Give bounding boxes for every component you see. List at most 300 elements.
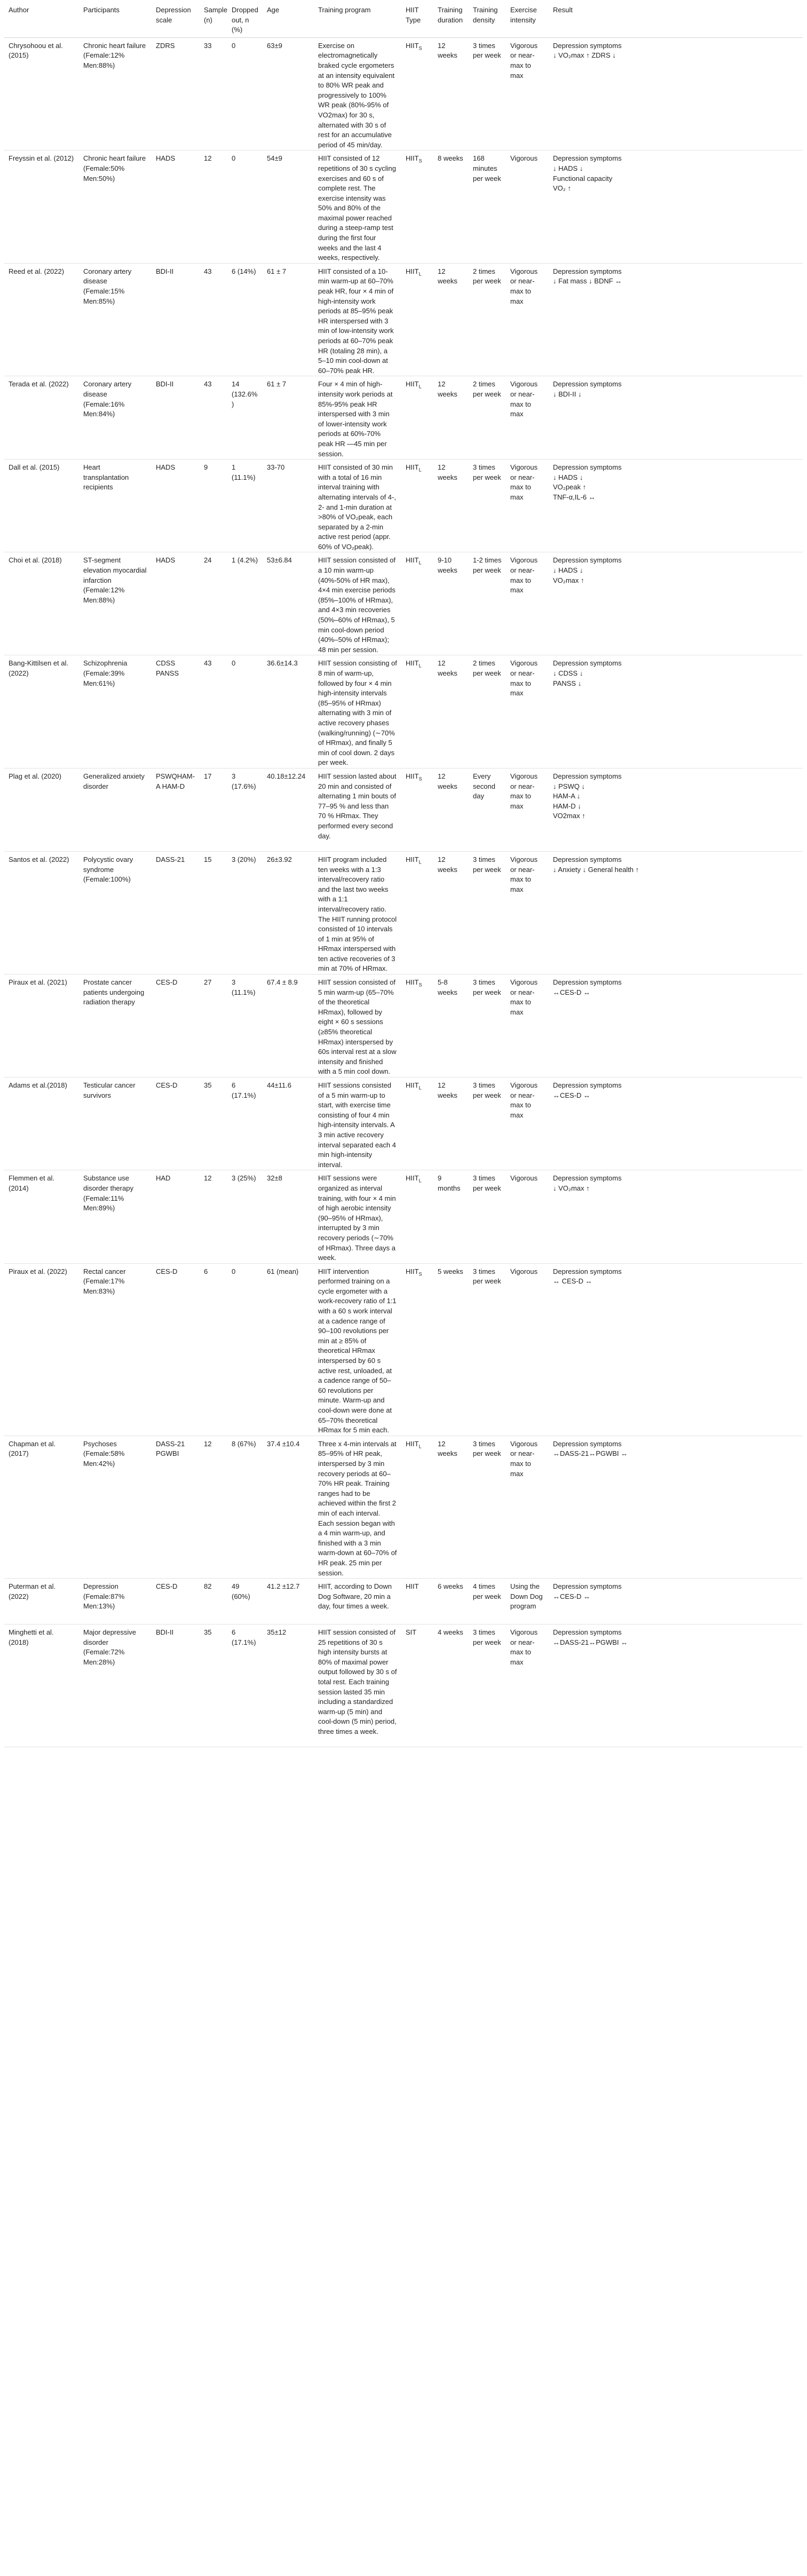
hiit-type-cell: [401, 1170, 433, 1263]
author-cell: [4, 263, 79, 376]
program-cell: [314, 1263, 401, 1436]
result-text: Depression symptoms ↓ HADS ↓ VO₂max ↑: [553, 556, 622, 584]
sample-text: 35: [204, 1081, 212, 1089]
age-cell: [263, 552, 314, 655]
density-cell: [469, 1624, 506, 1747]
hiit-type-subscript: S: [418, 158, 422, 164]
density-text: 1-2 times per week: [473, 556, 504, 575]
author-cell: [4, 851, 79, 974]
program-text: HIIT session lasted about 20 min and consisted of alternating 1 min bouts of 77–95 % and less than 70 % HRmax. They performed every second day.: [318, 772, 399, 840]
participants-cell: [79, 851, 152, 974]
intensity-cell: [506, 1170, 549, 1263]
intensity-cell: [506, 1624, 549, 1747]
column-header: Age: [263, 3, 314, 37]
dropped-text: 0: [232, 659, 236, 668]
result-text: Depression symptoms ↔DASS-21↔PGWBI ↔: [553, 1439, 628, 1458]
dropped-cell: [227, 1624, 263, 1747]
column-header: Participants: [79, 3, 152, 37]
result-cell: [549, 768, 803, 851]
hiit-type-subscript: S: [418, 45, 422, 51]
sample-cell: [200, 376, 227, 459]
author-cell: [4, 655, 79, 768]
program-cell: [314, 851, 401, 974]
duration-cell: [433, 150, 469, 264]
result-cell: [549, 1579, 803, 1624]
program-cell: [314, 150, 401, 264]
dropped-cell: [227, 974, 263, 1077]
age-text: 61 ± 7: [267, 380, 287, 389]
participants-text: Testicular cancer survivors: [83, 1081, 138, 1099]
hiit-type-label: HIIT: [406, 1081, 419, 1089]
participants-text: Psychoses (Female:58% Men:42%): [83, 1439, 125, 1468]
age-cell: [263, 1624, 314, 1747]
participants-text: Schizophrenia (Female:39% Men:61%): [83, 659, 128, 687]
participants-cell: [79, 37, 152, 150]
scale-text: PSWQHAM-A HAM-D: [156, 772, 195, 790]
participants-cell: [79, 655, 152, 768]
age-text: 44±11.6: [267, 1081, 291, 1089]
density-cell: [469, 655, 506, 768]
sample-cell: [200, 1624, 227, 1747]
participants-text: Major depressive disorder (Female:72% Men:28%): [83, 1628, 136, 1666]
dropped-text: 0: [232, 1267, 236, 1275]
sample-cell: [200, 552, 227, 655]
density-cell: [469, 376, 506, 459]
column-header: Result: [549, 3, 803, 37]
density-text: 3 times per week: [473, 41, 501, 60]
author-cell: [4, 1436, 79, 1578]
table-row: [4, 37, 803, 150]
duration-text: 9 months: [438, 1174, 461, 1192]
result-text: Depression symptoms ↔CES-D ↔: [553, 978, 622, 996]
dropped-cell: [227, 655, 263, 768]
table-row: [4, 768, 803, 851]
intensity-text: Vigorous or near-max to max: [510, 855, 540, 893]
density-cell: [469, 974, 506, 1077]
column-header: Exercise intensity: [506, 3, 549, 37]
participants-cell: [79, 1436, 152, 1578]
duration-text: 5 weeks: [438, 1267, 463, 1275]
sample-cell: [200, 459, 227, 552]
age-text: 67.4 ± 8.9: [267, 978, 298, 987]
author-cell: [4, 150, 79, 264]
participants-text: Coronary artery disease (Female:15% Men:85%): [83, 267, 132, 305]
result-text: Depression symptoms ↔DASS-21↔PGWBI ↔: [553, 1628, 628, 1646]
hiit-type-subscript: L: [418, 1178, 422, 1184]
column-header: Author: [4, 3, 79, 37]
result-text: Depression symptoms ↓ Anxiety ↓ General health ↑: [553, 855, 639, 874]
participants-cell: [79, 1170, 152, 1263]
age-text: 36.6±14.3: [267, 659, 298, 668]
intensity-cell: [506, 1263, 549, 1436]
result-text: Depression symptoms ↓ PSWQ ↓ HAM-A ↓ HAM-D ↓ VO2max ↑: [553, 772, 622, 820]
sample-text: 27: [204, 978, 212, 987]
table-row: [4, 1077, 803, 1170]
program-cell: [314, 1077, 401, 1170]
dropped-text: 3 (11.1%): [232, 978, 256, 996]
hiit-type-cell: [401, 768, 433, 851]
result-cell: [549, 1170, 803, 1263]
duration-text: 5-8 weeks: [438, 978, 457, 996]
author-cell: [4, 552, 79, 655]
intensity-text: Vigorous: [510, 154, 538, 163]
age-text: 40.18±12.24: [267, 772, 306, 780]
intensity-cell: [506, 1579, 549, 1624]
scale-cell: [152, 263, 200, 376]
program-text: HIIT sessions consisted of a 5 min warm-up to start, with exercise time consisting of four 4 min high-intensity intervals. A 3 min active recovery interval separated each 4 min high-intensity interval.: [318, 1081, 398, 1169]
dropped-cell: [227, 768, 263, 851]
dropped-cell: [227, 37, 263, 150]
studies-table: [4, 3, 803, 1747]
program-cell: [314, 768, 401, 851]
duration-text: 12 weeks: [438, 267, 457, 286]
hiit-type-subscript: L: [418, 271, 422, 277]
sample-cell: [200, 37, 227, 150]
participants-cell: [79, 768, 152, 851]
dropped-cell: [227, 1077, 263, 1170]
duration-cell: [433, 552, 469, 655]
hiit-type-cell: [401, 263, 433, 376]
sample-cell: [200, 150, 227, 264]
density-text: 3 times per week: [473, 855, 501, 874]
duration-text: 4 weeks: [438, 1628, 463, 1637]
result-cell: [549, 1624, 803, 1747]
table-row: [4, 263, 803, 376]
result-cell: [549, 552, 803, 655]
program-cell: [314, 1579, 401, 1624]
table-row: [4, 851, 803, 974]
scale-text: ZDRS: [156, 41, 175, 50]
dropped-text: 8 (67%): [232, 1439, 256, 1448]
participants-text: Prostate cancer patients undergoing radiation therapy: [83, 978, 146, 1006]
density-text: 2 times per week: [473, 659, 501, 677]
hiit-type-label: SIT: [406, 1628, 417, 1637]
scale-text: HADS: [156, 154, 176, 163]
author-text: Puterman et al. (2022): [9, 1582, 58, 1600]
duration-cell: [433, 851, 469, 974]
duration-text: 12 weeks: [438, 1439, 457, 1458]
participants-cell: [79, 552, 152, 655]
sample-text: 35: [204, 1628, 212, 1637]
intensity-cell: [506, 655, 549, 768]
author-cell: [4, 974, 79, 1077]
duration-text: 8 weeks: [438, 154, 463, 163]
density-cell: [469, 1579, 506, 1624]
participants-cell: [79, 376, 152, 459]
author-text: Plag et al. (2020): [9, 772, 62, 780]
density-text: 3 times per week: [473, 1439, 501, 1458]
column-header: Training program: [314, 3, 401, 37]
result-cell: [549, 150, 803, 264]
hiit-type-cell: [401, 1077, 433, 1170]
scale-text: BDI-II: [156, 267, 174, 275]
sample-cell: [200, 1170, 227, 1263]
hiit-type-subscript: S: [418, 776, 422, 782]
hiit-type-cell: [401, 1624, 433, 1747]
age-text: 53±6.84: [267, 556, 292, 565]
sample-text: 12: [204, 1174, 212, 1183]
sample-text: 33: [204, 41, 212, 50]
duration-text: 12 weeks: [438, 659, 457, 677]
scale-cell: [152, 1436, 200, 1578]
author-cell: [4, 1077, 79, 1170]
sample-cell: [200, 655, 227, 768]
sample-text: 43: [204, 380, 212, 389]
result-text: Depression symptoms ↔CES-D ↔: [553, 1582, 622, 1600]
density-cell: [469, 263, 506, 376]
result-cell: [549, 851, 803, 974]
dropped-cell: [227, 1579, 263, 1624]
author-text: Adams et al.(2018): [9, 1081, 67, 1089]
density-cell: [469, 150, 506, 264]
table-row: [4, 974, 803, 1077]
program-cell: [314, 37, 401, 150]
sample-cell: [200, 851, 227, 974]
program-text: HIIT consisted of 12 repetitions of 30 s cycling exercises and 60 s of complete rest. The exercise intensity was 50% and 80% of the maximal power reached during a steep-ramp test during the first four weeks and the last 4 weeks, respectively.: [318, 154, 398, 262]
result-cell: [549, 376, 803, 459]
intensity-cell: [506, 974, 549, 1077]
intensity-cell: [506, 1077, 549, 1170]
hiit-type-label: HIIT: [406, 154, 419, 163]
dropped-cell: [227, 851, 263, 974]
result-cell: [549, 655, 803, 768]
intensity-text: Vigorous or near-max to max: [510, 1628, 540, 1666]
sample-text: 6: [204, 1267, 208, 1275]
dropped-text: 1 (4.2%): [232, 556, 258, 565]
hiit-type-cell: [401, 150, 433, 264]
age-text: 63±9: [267, 41, 282, 50]
age-text: 35±12: [267, 1628, 287, 1637]
column-header: Sample (n): [200, 3, 227, 37]
duration-cell: [433, 655, 469, 768]
scale-text: CES-D: [156, 1081, 178, 1089]
participants-cell: [79, 1624, 152, 1747]
age-text: 61 (mean): [267, 1267, 299, 1275]
duration-cell: [433, 1263, 469, 1436]
dropped-cell: [227, 1263, 263, 1436]
program-text: HIIT consisted of 30 min with a total of 16 min interval training with alternating intervals of 4-, 2- and 1-min duration at >80% of VO₂peak, each separated by a 2-min active rest period (appr. 60% of VO₂peak).: [318, 463, 398, 551]
participants-cell: [79, 459, 152, 552]
hiit-type-subscript: S: [418, 982, 422, 988]
participants-text: Chronic heart failure (Female:12% Men:88%): [83, 41, 146, 69]
scale-text: HADS: [156, 463, 176, 472]
table-header-row: [4, 3, 803, 37]
hiit-type-subscript: L: [418, 560, 422, 566]
dropped-cell: [227, 1436, 263, 1578]
result-cell: [549, 974, 803, 1077]
age-cell: [263, 459, 314, 552]
participants-cell: [79, 1077, 152, 1170]
hiit-type-cell: [401, 552, 433, 655]
column-header: Training duration: [433, 3, 469, 37]
age-text: 37.4 ±10.4: [267, 1439, 300, 1448]
intensity-cell: [506, 150, 549, 264]
duration-cell: [433, 1170, 469, 1263]
intensity-cell: [506, 851, 549, 974]
duration-text: 12 weeks: [438, 855, 457, 874]
age-cell: [263, 851, 314, 974]
intensity-text: Vigorous or near-max to max: [510, 380, 540, 418]
author-text: Minghetti et al. (2018): [9, 1628, 56, 1646]
results-table-container: [4, 3, 803, 1747]
hiit-type-cell: [401, 1436, 433, 1578]
hiit-type-subscript: L: [418, 859, 422, 865]
author-text: Dall et al. (2015): [9, 463, 60, 472]
intensity-text: Vigorous or near-max to max: [510, 772, 540, 810]
result-text: Depression symptoms ↓ Fat mass ↓ BDNF ↔: [553, 267, 622, 286]
hiit-type-label: HIIT: [406, 1582, 419, 1591]
author-cell: [4, 1170, 79, 1263]
sample-cell: [200, 1077, 227, 1170]
scale-cell: [152, 1170, 200, 1263]
duration-cell: [433, 37, 469, 150]
scale-text: BDI-II: [156, 1628, 174, 1637]
intensity-text: Vigorous or near-max to max: [510, 978, 540, 1016]
hiit-type-label: HIIT: [406, 463, 419, 472]
dropped-text: 3 (20%): [232, 855, 256, 863]
duration-text: 6 weeks: [438, 1582, 463, 1591]
age-cell: [263, 37, 314, 150]
scale-cell: [152, 376, 200, 459]
scale-cell: [152, 974, 200, 1077]
sample-cell: [200, 1263, 227, 1436]
participants-cell: [79, 1263, 152, 1436]
sample-cell: [200, 1579, 227, 1624]
column-header: Training density: [469, 3, 506, 37]
participants-text: Substance use disorder therapy (Female:11% Men:89%): [83, 1174, 133, 1212]
duration-cell: [433, 376, 469, 459]
author-cell: [4, 1579, 79, 1624]
density-text: Every second day: [473, 772, 497, 800]
participants-cell: [79, 150, 152, 264]
duration-text: 12 weeks: [438, 463, 457, 481]
author-cell: [4, 459, 79, 552]
dropped-cell: [227, 150, 263, 264]
hiit-type-subscript: S: [418, 1271, 422, 1277]
dropped-cell: [227, 263, 263, 376]
scale-cell: [152, 851, 200, 974]
density-text: 3 times per week: [473, 1081, 501, 1099]
program-text: HIIT, according to Down Dog Software, 20 min a day, four times a week.: [318, 1582, 394, 1611]
density-cell: [469, 1077, 506, 1170]
density-cell: [469, 851, 506, 974]
age-cell: [263, 150, 314, 264]
hiit-type-label: HIIT: [406, 1267, 419, 1275]
result-text: Depression symptoms ↓ CDSS ↓ PANSS ↓: [553, 659, 622, 687]
density-cell: [469, 37, 506, 150]
result-cell: [549, 459, 803, 552]
age-cell: [263, 263, 314, 376]
hiit-type-cell: [401, 1263, 433, 1436]
table-row: [4, 459, 803, 552]
age-text: 26±3.92: [267, 855, 292, 863]
author-text: Santos et al. (2022): [9, 855, 69, 863]
duration-text: 12 weeks: [438, 772, 457, 790]
scale-cell: [152, 552, 200, 655]
hiit-type-label: HIIT: [406, 772, 419, 780]
age-cell: [263, 1170, 314, 1263]
age-text: 61 ± 7: [267, 267, 287, 275]
scale-cell: [152, 150, 200, 264]
duration-text: 12 weeks: [438, 41, 457, 60]
participants-text: Coronary artery disease (Female:16% Men:84%): [83, 380, 132, 418]
table-row: [4, 1436, 803, 1578]
hiit-type-cell: [401, 37, 433, 150]
program-text: Exercise on electromagnetically braked cycle ergometers at an intensity equivalent to 80% WR peak and progressively to 100% WR peak (80%-95% of VO2max) for 30 s, alternated with 30 s of rest for an accumulative period of 45 min/day.: [318, 41, 397, 149]
author-text: Reed et al. (2022): [9, 267, 65, 275]
table-row: [4, 655, 803, 768]
program-text: HIIT sessions were organized as interval training, with four × 4 min of high aerobic intensity (90–95% of HRmax), interrupted by 3 min recovery periods (∼70% of HRmax). Three days a week.: [318, 1174, 398, 1262]
hiit-type-label: HIIT: [406, 978, 419, 987]
author-text: Chapman et al. (2017): [9, 1439, 58, 1458]
scale-text: CDSS PANSS: [156, 659, 179, 677]
table-body: [4, 37, 803, 1747]
dropped-cell: [227, 376, 263, 459]
density-cell: [469, 1170, 506, 1263]
scale-cell: [152, 1077, 200, 1170]
dropped-cell: [227, 459, 263, 552]
intensity-cell: [506, 37, 549, 150]
sample-cell: [200, 768, 227, 851]
scale-text: CES-D: [156, 1582, 178, 1591]
table-row: [4, 1170, 803, 1263]
scale-cell: [152, 655, 200, 768]
duration-cell: [433, 974, 469, 1077]
author-text: Chrysohoou et al. (2015): [9, 41, 65, 60]
scale-text: HAD: [156, 1174, 171, 1183]
participants-text: Chronic heart failure (Female:50% Men:50%): [83, 154, 146, 183]
author-text: Piraux et al. (2021): [9, 978, 67, 987]
density-text: 3 times per week: [473, 1628, 501, 1646]
program-cell: [314, 655, 401, 768]
dropped-text: 3 (25%): [232, 1174, 256, 1183]
result-cell: [549, 1436, 803, 1578]
hiit-type-cell: [401, 974, 433, 1077]
intensity-cell: [506, 263, 549, 376]
program-cell: [314, 459, 401, 552]
author-text: Flemmen et al. (2014): [9, 1174, 57, 1192]
result-text: Depression symptoms ↓ HADS ↓ Functional capacity VO₂ ↑: [553, 154, 622, 193]
hiit-type-label: HIIT: [406, 659, 419, 668]
intensity-text: Vigorous or near-max to max: [510, 1439, 540, 1478]
density-text: 2 times per week: [473, 380, 501, 398]
scale-text: DASS-21: [156, 855, 185, 863]
column-header: Depression scale: [152, 3, 200, 37]
age-cell: [263, 376, 314, 459]
participants-cell: [79, 974, 152, 1077]
intensity-text: Vigorous or near-max to max: [510, 1081, 540, 1119]
density-text: 3 times per week: [473, 978, 501, 996]
dropped-text: 6 (17.1%): [232, 1628, 256, 1646]
scale-text: BDI-II: [156, 380, 174, 389]
table-row: [4, 552, 803, 655]
program-cell: [314, 552, 401, 655]
dropped-text: 6 (17.1%): [232, 1081, 256, 1099]
density-cell: [469, 459, 506, 552]
intensity-cell: [506, 768, 549, 851]
intensity-text: Using the Down Dog program: [510, 1582, 545, 1611]
participants-text: Heart transplantation recipients: [83, 463, 131, 492]
age-text: 54±9: [267, 154, 282, 163]
density-cell: [469, 768, 506, 851]
program-text: HIIT session consisted of 5 min warm-up (65–70% of the theoretical HRmax), followed by eight × 60 s sessions (≥85% theoretical HRmax) interspersed by 60s interval rest at a slow intensity and finished with a 5 min cool down.: [318, 978, 399, 1076]
sample-cell: [200, 974, 227, 1077]
intensity-cell: [506, 1436, 549, 1578]
dropped-text: 49 (60%): [232, 1582, 250, 1600]
dropped-text: 0: [232, 41, 236, 50]
hiit-type-label: HIIT: [406, 267, 419, 275]
result-text: Depression symptoms ↓ HADS ↓ VO₂peak ↑ TNF-α,IL-6 ↔: [553, 463, 622, 501]
